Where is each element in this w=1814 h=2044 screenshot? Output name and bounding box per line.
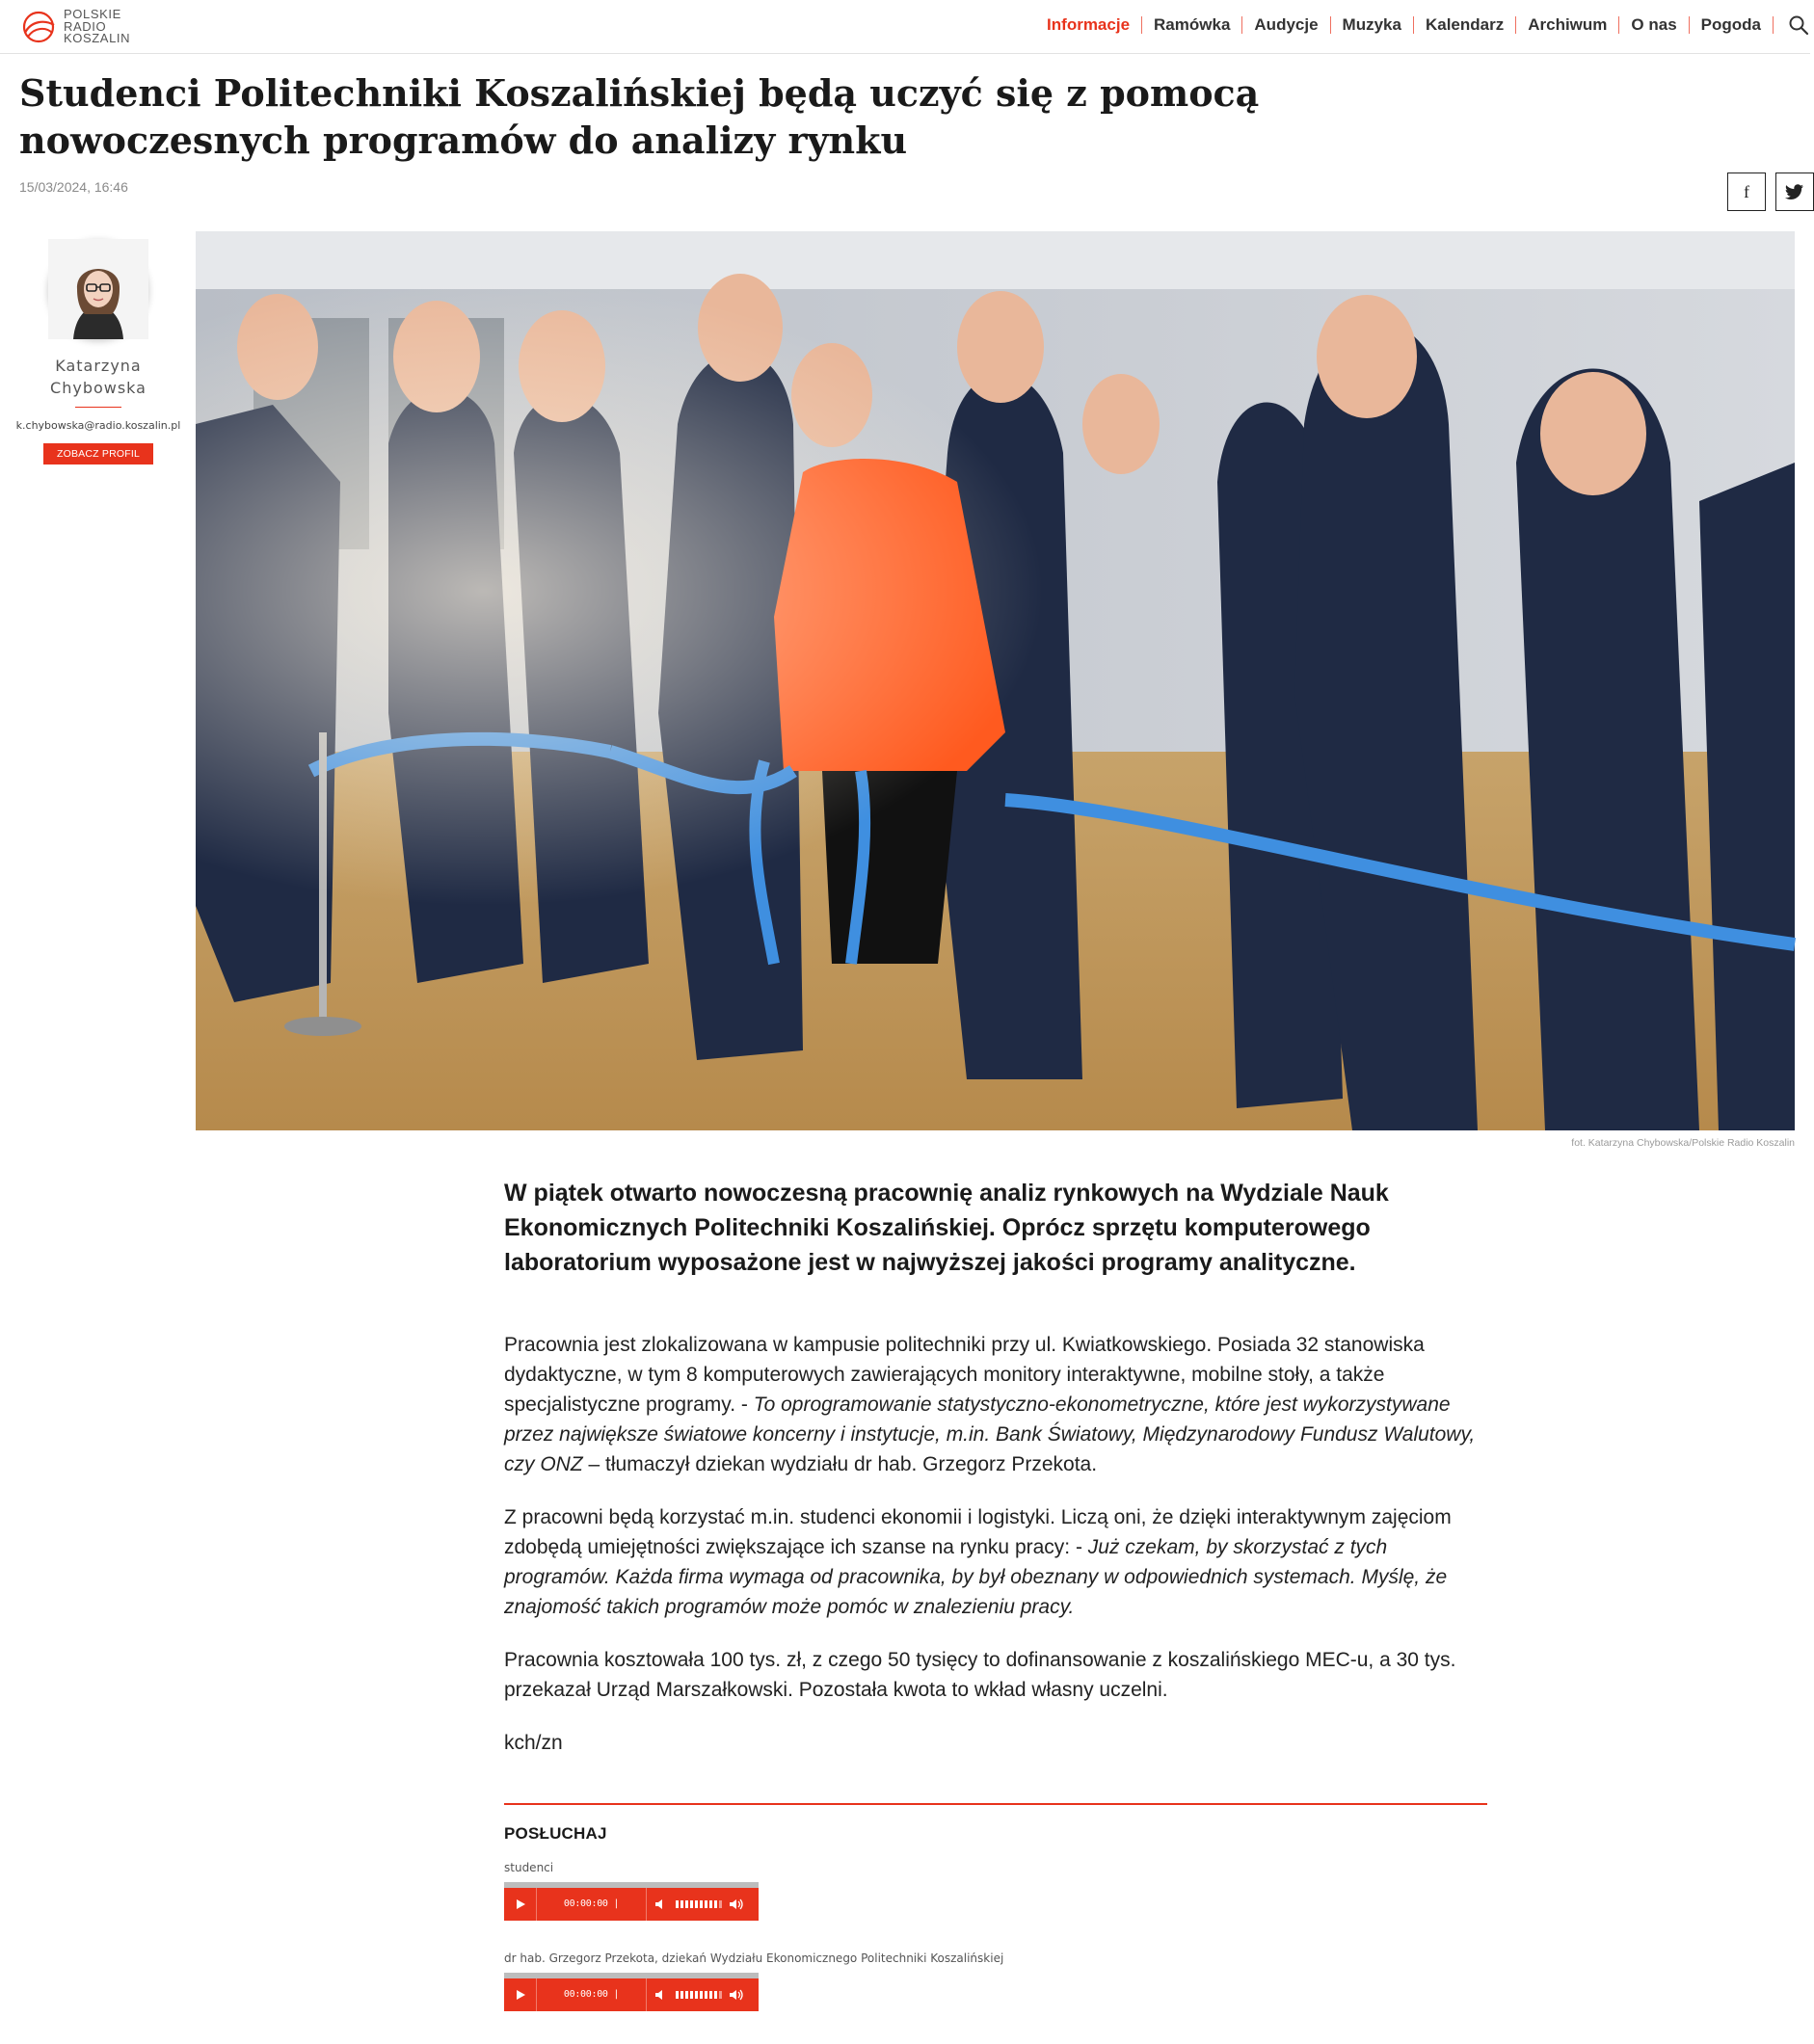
paragraph-1: [504, 1330, 1487, 1479]
play-button[interactable]: [504, 1888, 537, 1921]
ribbon-cutting-photo: [196, 231, 1795, 1130]
logo-line-3: KOSZALIN: [64, 31, 131, 46]
author-first-name: Katarzyna: [55, 357, 142, 375]
nav-item-audycje[interactable]: Audycje: [1254, 15, 1319, 34]
paragraph-1-text: Pracownia jest zlokalizowana w kampusie politechniki przy ul. Kwiatkowskiego. Posiada 32 stanowiska dydaktyczne, w tym 8 komputerowych zawierających monitory interaktywne, mobilne stoły, a także specjalistyczne programy. -: [504, 1334, 1425, 1416]
paragraph-1-quote: To oprogramowanie statystyczno-ekonometryczne, które jest wykorzystywane przez największe światowe koncerny i instytucje, m.in. Bank Światowy, Międzynarodowy Fundusz Walutowy, czy ONZ: [504, 1394, 1476, 1475]
article-signature: kch/zn: [504, 1732, 563, 1754]
audio-player: [504, 1882, 759, 1942]
play-icon: [515, 1898, 526, 1910]
audio-player: [504, 1973, 759, 2032]
audio-time: 00:00:00 | 00:00:00: [537, 1888, 647, 1921]
audio-section: [504, 1803, 1487, 2032]
nav-separator: [1330, 16, 1331, 34]
volume-icon: [654, 1898, 668, 1910]
paragraph-1-attribution: – tłumaczył dziekan wydziału dr hab. Grzegorz Przekota.: [582, 1453, 1098, 1475]
author-last-name: Chybowska: [50, 379, 147, 397]
share-twitter-button[interactable]: [1775, 173, 1814, 211]
photo-caption: fot. Katarzyna Chybowska/Polskie Radio Koszalin: [1571, 1137, 1795, 1149]
article-lead: W piątek otwarto nowoczesną pracownię analiz rynkowych na Wydziale Nauk Ekonomicznych Politechniki Koszalińskiej. Oprócz sprzętu komputerowego laboratorium wyposażone jest w najwyższej jakości programy analityczne.: [504, 1180, 1389, 1276]
author-portrait-icon: [48, 239, 148, 339]
paragraph-2-quote: Już czekam, by skorzystać z tych programów. Każda firma wymaga od pracownika, by był obeznany w odpowiednich systemach. Myślę, że znajomość takich programów może pomóc w znalezieniu pracy.: [504, 1536, 1448, 1618]
mute-button[interactable]: [647, 1888, 676, 1921]
nav-separator: [1515, 16, 1516, 34]
volume-slider[interactable]: [676, 1991, 722, 1999]
radio-logo-icon: [17, 8, 60, 46]
nav-separator: [1413, 16, 1414, 34]
author-card: [15, 239, 181, 465]
nav-item-muzyka[interactable]: Muzyka: [1342, 15, 1401, 34]
nav-item-o-nas[interactable]: O nas: [1631, 15, 1677, 34]
volume-icon: [654, 1989, 668, 2001]
publish-date: 15/03/2024, 16:46: [19, 179, 128, 195]
logo-text: [64, 9, 130, 45]
logo-line-1: POLSKIE: [64, 7, 121, 22]
search-icon[interactable]: [1787, 13, 1810, 37]
site-logo[interactable]: [17, 8, 130, 46]
nav-item-archiwum[interactable]: Archiwum: [1528, 15, 1608, 34]
twitter-icon: [1785, 184, 1804, 199]
audio-track-label: dr hab. Grzegorz Przekota, dziekań Wydziału Ekonomicznego Politechniki Koszalińskiej: [504, 1951, 1004, 1965]
article-title: Studenci Politechniki Koszalińskiej będą uczyć się z pomocą nowoczesnych programów do analizy rynku: [19, 71, 1260, 162]
nav-separator: [1689, 16, 1690, 34]
mute-button[interactable]: [647, 1978, 676, 2011]
nav-item-kalendarz[interactable]: Kalendarz: [1425, 15, 1505, 34]
nav-item-informacje[interactable]: Informacje: [1047, 15, 1131, 34]
paragraph-2-text: Z pracowni będą korzystać m.in. studenci ekonomii i logistyki. Liczą oni, że dzięki interaktywnym zajęciom zdobędą umiejętności zwiększające ich szanse na rynku pracy: -: [504, 1506, 1452, 1558]
audio-controls: [504, 1978, 759, 2032]
article-main-photo[interactable]: [196, 231, 1795, 1130]
paragraph-3: Pracownia kosztowała 100 tys. zł, z czego 50 tysięcy to dofinansowanie z koszalińskiego MEC-u, a 30 tys. przekazał Urząd Marszałkowski. Pozostała kwota to wkład własny uczelni.: [504, 1649, 1456, 1701]
top-navigation-bar: [0, 0, 1810, 54]
play-icon: [515, 1989, 526, 2001]
audio-section-title: POSŁUCHAJ: [504, 1824, 607, 1843]
play-button[interactable]: [504, 1978, 537, 2011]
paragraph-2: [504, 1502, 1487, 1622]
nav-separator: [1141, 16, 1142, 34]
max-volume-button[interactable]: [722, 1978, 751, 2011]
main-menu: [1035, 15, 1774, 35]
author-divider: [75, 407, 121, 408]
author-name[interactable]: [15, 355, 181, 399]
author-email[interactable]: k.chybowska@radio.koszalin.pl: [15, 419, 181, 432]
audio-time: 00:00:00 | 00:00:00: [537, 1978, 647, 2011]
volume-max-icon: [729, 1898, 744, 1910]
nav-item-ramowka[interactable]: Ramówka: [1154, 15, 1231, 34]
volume-slider[interactable]: [676, 1900, 722, 1908]
author-avatar[interactable]: [48, 239, 148, 339]
max-volume-button[interactable]: [722, 1888, 751, 1921]
article-body: [504, 1176, 1487, 1758]
logo-line-2: RADIO: [64, 18, 107, 34]
volume-max-icon: [729, 1989, 744, 2001]
share-facebook-button[interactable]: [1727, 173, 1766, 211]
audio-controls: [504, 1888, 759, 1942]
nav-separator: [1241, 16, 1242, 34]
view-profile-button[interactable]: ZOBACZ PROFIL: [43, 443, 153, 465]
nav-item-pogoda[interactable]: Pogoda: [1700, 15, 1761, 34]
facebook-icon: f: [1744, 181, 1749, 201]
nav-separator: [1773, 16, 1774, 34]
audio-track-label: studenci: [504, 1861, 554, 1874]
nav-separator: [1618, 16, 1619, 34]
